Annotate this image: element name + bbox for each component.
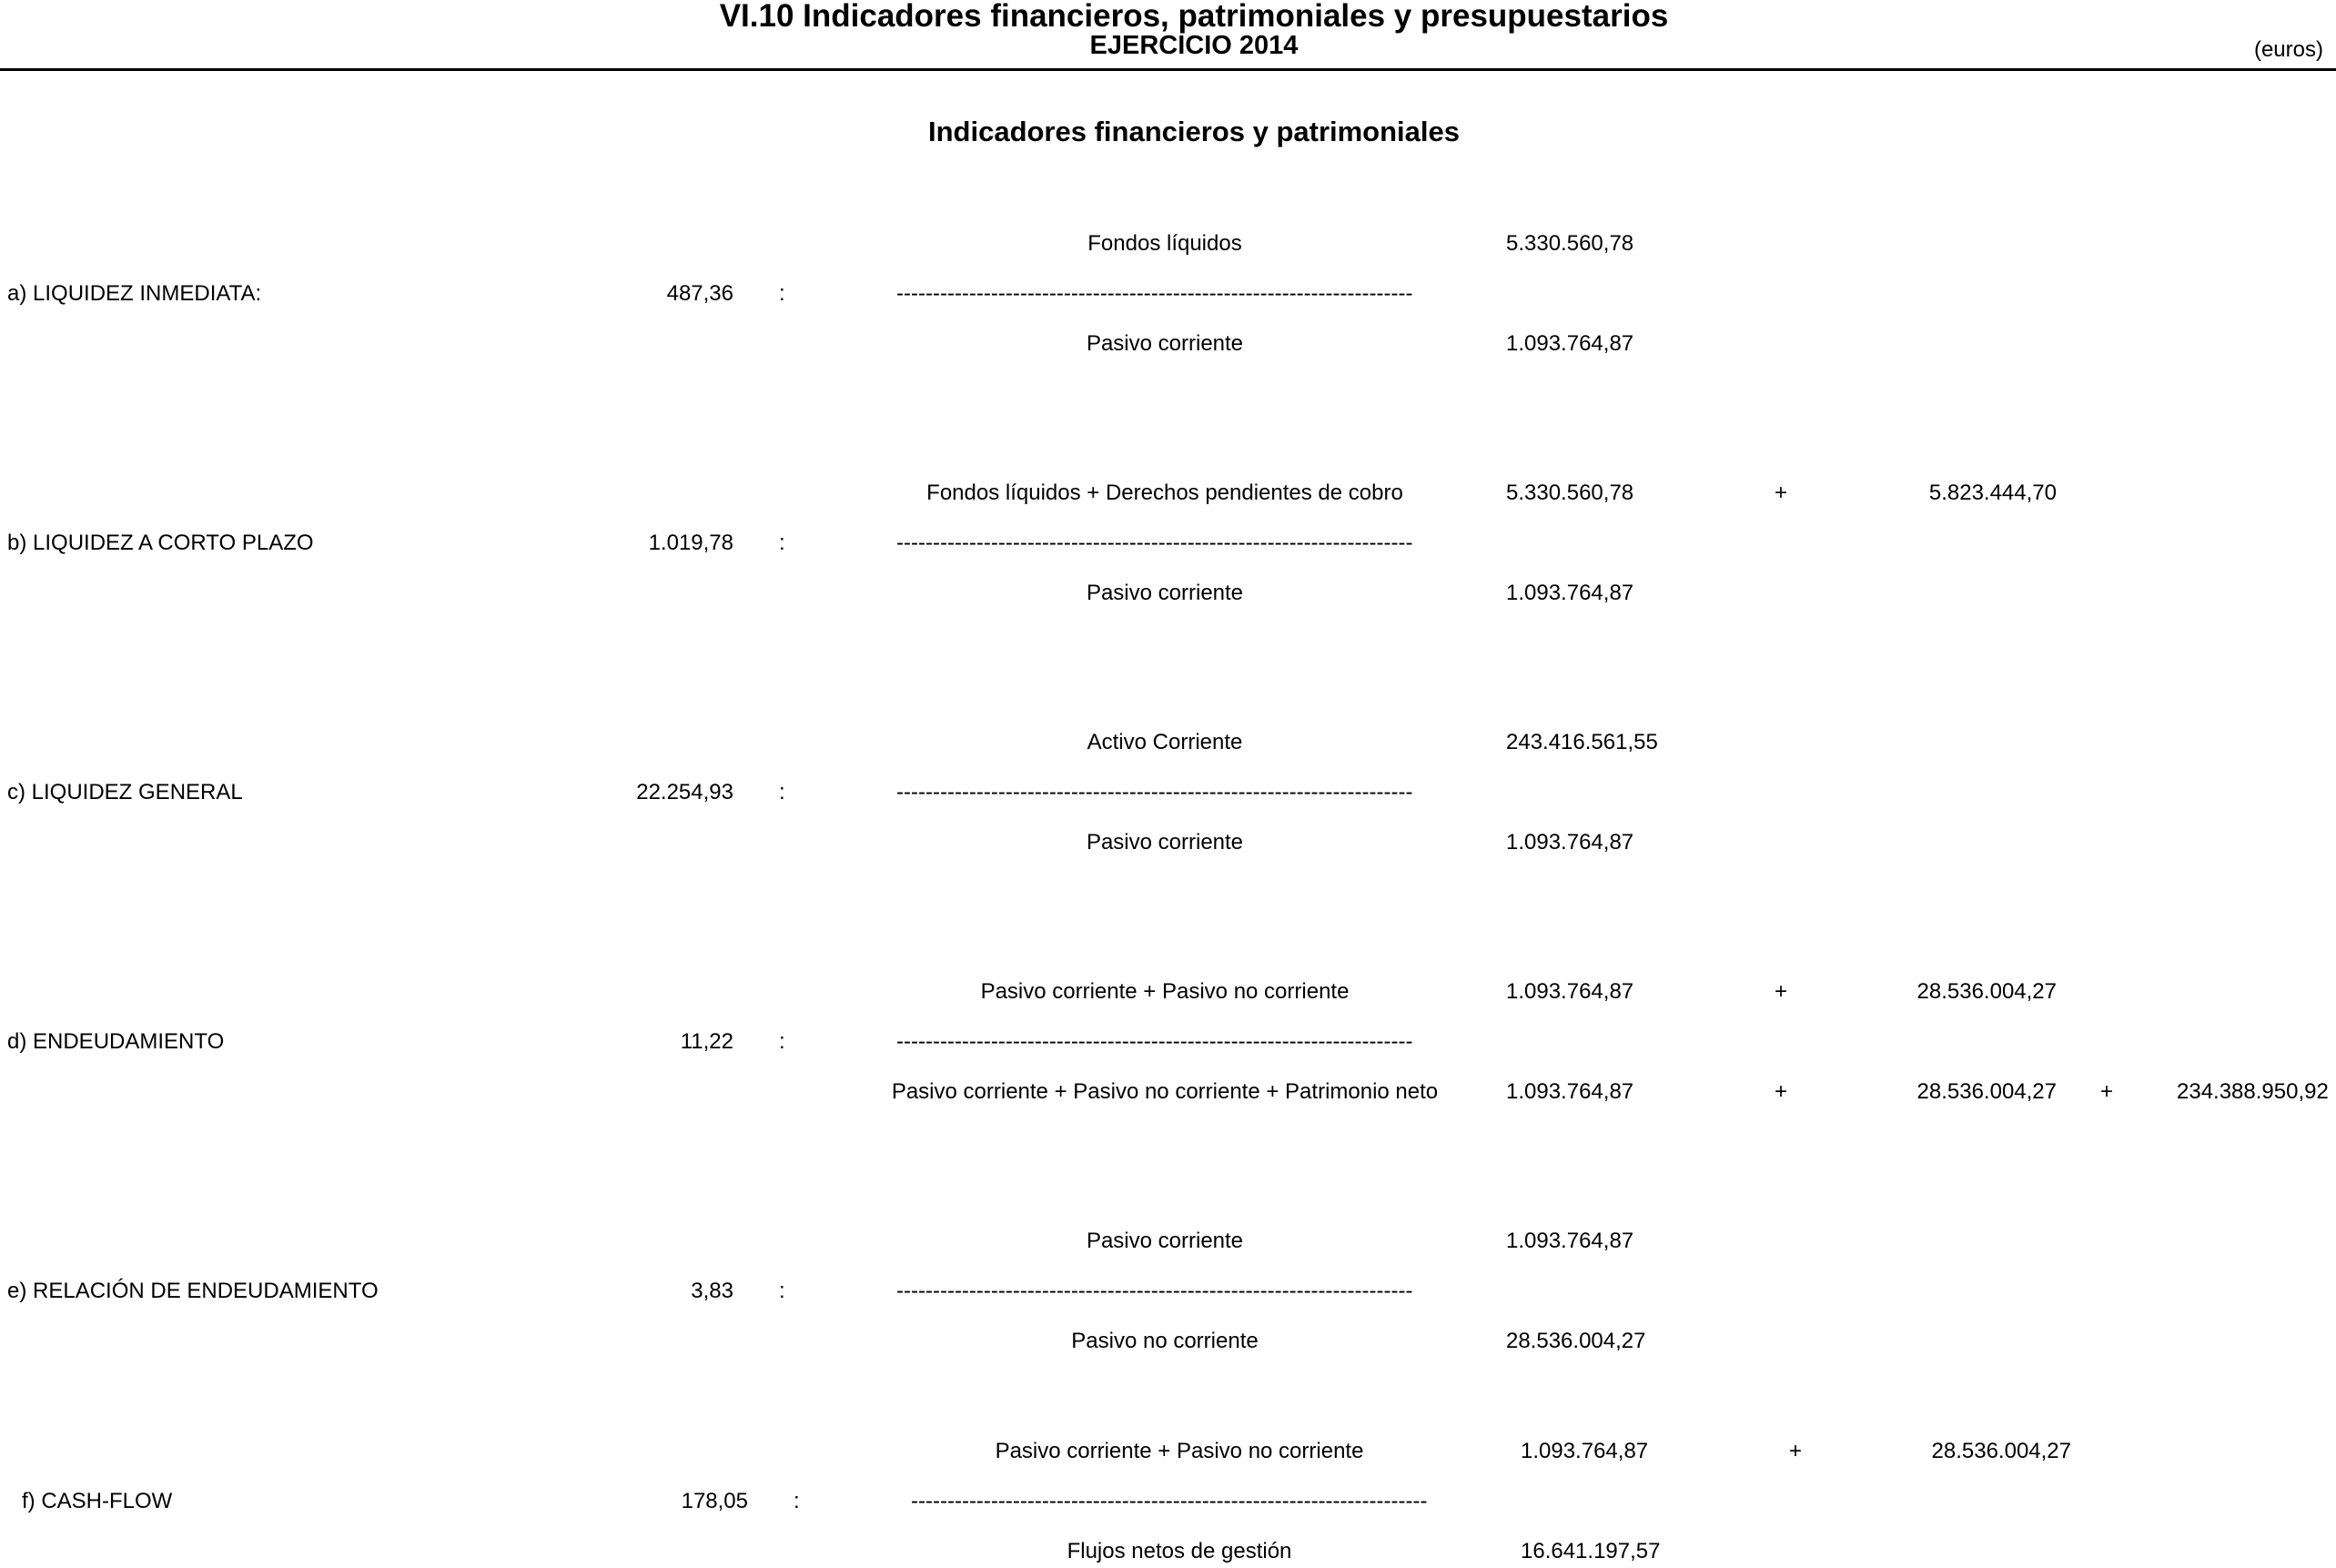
denominator-formula: Pasivo no corriente [1071, 1329, 1259, 1353]
fiscal-year-subtitle: EJERCICIO 2014 [1089, 31, 1299, 60]
denominator-formula: Pasivo corriente + Pasivo no corriente + Patrimonio neto [891, 1079, 1439, 1104]
fraction-divider: ----------------------------------------------------------------------- [896, 780, 1413, 804]
numerator-plus-1: + [1789, 1439, 1803, 1463]
numerator-value-1: 1.093.764,87 [1506, 1229, 1634, 1253]
fraction-divider: ----------------------------------------------------------------------- [896, 1029, 1413, 1054]
indicator-colon: : [794, 1489, 800, 1513]
denominator-formula: Pasivo corriente [1086, 830, 1244, 855]
fraction-divider: ----------------------------------------------------------------------- [896, 531, 1413, 555]
denominator-value-3: 234.388.950,92 [2177, 1079, 2329, 1104]
numerator-value-2: 28.536.004,27 [1931, 1439, 2071, 1463]
numerator-formula: Activo Corriente [1087, 730, 1243, 754]
numerator-formula: Fondos líquidos + Derechos pendientes de cobro [926, 481, 1403, 505]
indicator-label: c) LIQUIDEZ GENERAL [7, 780, 243, 804]
indicator-colon: : [779, 1029, 785, 1054]
indicator-label: a) LIQUIDEZ INMEDIATA: [7, 281, 262, 306]
indicator-colon: : [779, 531, 785, 555]
denominator-value-1: 1.093.764,87 [1506, 1079, 1634, 1104]
indicator-colon: : [779, 1279, 785, 1303]
report-title: VI.10 Indicadores financieros, patrimoniales y presupuestarios [719, 0, 1669, 34]
numerator-value-1: 1.093.764,87 [1506, 979, 1634, 1004]
numerator-value-1: 5.330.560,78 [1506, 231, 1634, 256]
numerator-value-2: 5.823.444,70 [1928, 481, 2057, 505]
denominator-plus-1: + [1775, 1079, 1788, 1104]
denominator-formula: Pasivo corriente [1086, 331, 1244, 356]
numerator-formula: Pasivo corriente [1086, 1229, 1244, 1253]
numerator-formula: Fondos líquidos [1087, 231, 1242, 256]
denominator-value-1: 28.536.004,27 [1506, 1329, 1646, 1353]
indicator-value: 11,22 [680, 1029, 733, 1054]
indicator-value: 1.019,78 [648, 531, 733, 555]
denominator-value-1: 1.093.764,87 [1506, 581, 1634, 605]
numerator-plus-1: + [1775, 481, 1788, 505]
numerator-plus-1: + [1775, 979, 1788, 1004]
fraction-divider: ----------------------------------------------------------------------- [896, 281, 1413, 306]
denominator-value-1: 1.093.764,87 [1506, 830, 1634, 855]
indicator-label: b) LIQUIDEZ A CORTO PLAZO [7, 531, 314, 555]
denominator-plus-2: + [2100, 1079, 2114, 1104]
indicator-value: 22.254,93 [636, 780, 733, 804]
section-title: Indicadores financieros y patrimoniales [927, 116, 1461, 147]
fraction-divider: ----------------------------------------------------------------------- [911, 1489, 1428, 1513]
indicator-label: d) ENDEUDAMIENTO [7, 1029, 225, 1054]
numerator-value-1: 243.416.561,55 [1506, 730, 1658, 754]
denominator-formula: Flujos netos de gestión [1067, 1539, 1292, 1563]
indicator-colon: : [779, 281, 785, 306]
header-rule [0, 68, 2336, 71]
denominator-value-1: 1.093.764,87 [1506, 331, 1634, 356]
units-label: (euros) [2253, 37, 2323, 62]
denominator-value-2: 28.536.004,27 [1916, 1079, 2057, 1104]
indicator-label: e) RELACIÓN DE ENDEUDAMIENTO [7, 1279, 379, 1303]
indicator-label: f) CASH-FLOW [22, 1489, 173, 1513]
denominator-formula: Pasivo corriente [1086, 581, 1244, 605]
denominator-value-1: 16.641.197,57 [1521, 1539, 1661, 1563]
numerator-formula: Pasivo corriente + Pasivo no corriente [995, 1439, 1364, 1463]
numerator-value-1: 5.330.560,78 [1506, 481, 1634, 505]
indicator-value: 487,36 [666, 281, 733, 306]
indicator-value: 3,83 [691, 1279, 733, 1303]
numerator-value-1: 1.093.764,87 [1521, 1439, 1649, 1463]
numerator-formula: Pasivo corriente + Pasivo no corriente [980, 979, 1350, 1004]
numerator-value-2: 28.536.004,27 [1916, 979, 2057, 1004]
fraction-divider: ----------------------------------------------------------------------- [896, 1279, 1413, 1303]
indicator-colon: : [779, 780, 785, 804]
indicator-value: 178,05 [681, 1489, 748, 1513]
